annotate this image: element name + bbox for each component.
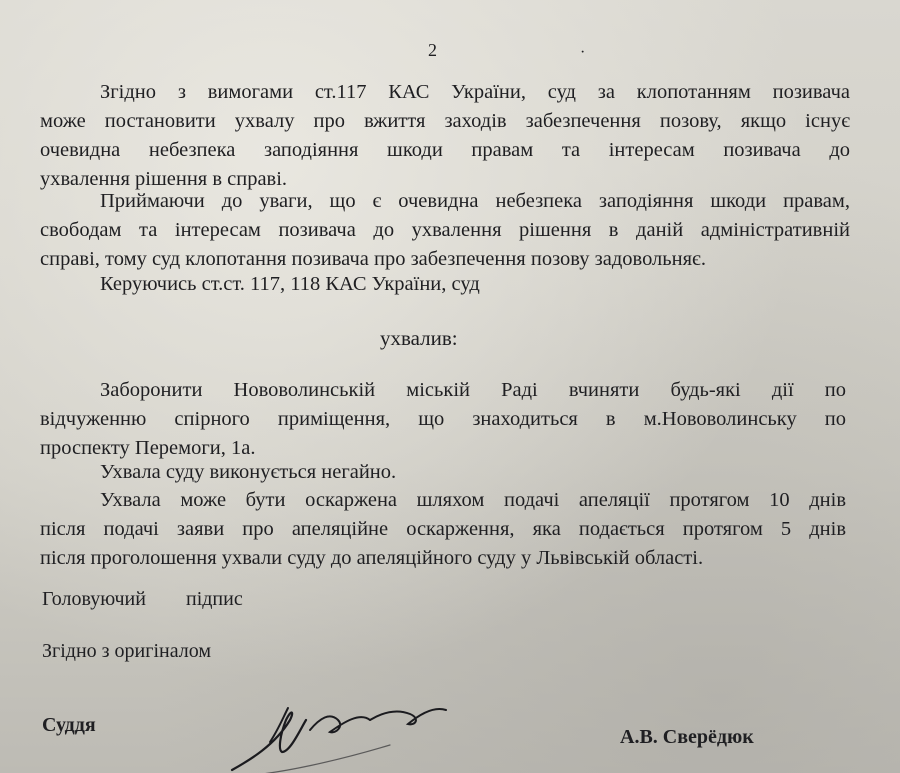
text-line: після проголошення ухвали суду до апеляційного суду у Львівській області. bbox=[40, 547, 704, 569]
text-line: очевидна небезпека заподіяння шкоди правам та інтересам позивача до bbox=[40, 139, 850, 161]
text-line: Згідно з вимогами ст.117 КАС України, суд за клопотанням позивача bbox=[100, 81, 850, 103]
text-line: свободам та інтересам позивача до ухвалення рішення в даній адміністративній bbox=[40, 219, 850, 241]
paragraph-legal-basis bbox=[40, 78, 850, 194]
page-number: 2 bbox=[428, 40, 437, 60]
paragraph-appeal bbox=[40, 486, 846, 573]
paragraph-immediate bbox=[100, 458, 500, 487]
presiding-label: Головуючий bbox=[42, 588, 146, 610]
ruling-heading: ухвалив: bbox=[380, 326, 458, 350]
text-line: Заборонити Нововолинській міській Раді вчиняти будь-які дії по bbox=[100, 379, 846, 401]
text-line: відчуженню спірного приміщення, що знаходиться в м.Нововолинську по bbox=[40, 408, 846, 430]
paragraph-considering bbox=[40, 187, 850, 274]
text-line: справі, тому суд клопотання позивача про забезпечення позову задовольняє. bbox=[40, 248, 706, 270]
text-line: після подачі заяви про апеляційне оскарження, яка подається протягом 5 днів bbox=[40, 518, 846, 540]
text-line: може постановити ухвалу про вжиття заходів забезпечення позову, якщо існує bbox=[40, 110, 850, 132]
text-line: Ухвала суду виконується негайно. bbox=[100, 461, 397, 483]
text-line: ухвалення рішення в справі. bbox=[40, 168, 288, 190]
text-line: проспекту Перемоги, 1а. bbox=[40, 437, 256, 459]
handwritten-signature bbox=[220, 690, 470, 773]
text-line: Ухвала може бути оскаржена шляхом подачі апеляції протягом 10 днів bbox=[100, 489, 846, 511]
paragraph-guided-by bbox=[100, 270, 700, 299]
paragraph-prohibition bbox=[40, 376, 846, 463]
text-line: Приймаючи до уваги, що є очевидна небезпека заподіяння шкоди правам, bbox=[100, 190, 850, 212]
stray-mark: · bbox=[580, 44, 586, 61]
signature-word: підпис bbox=[186, 588, 243, 610]
text-line: Керуючись ст.ст. 117, 118 КАС України, суд bbox=[100, 273, 480, 295]
judge-label: Суддя bbox=[42, 714, 96, 736]
judge-name: А.В. Сверёдюк bbox=[620, 726, 754, 748]
certified-copy-label: Згідно з оригіналом bbox=[42, 640, 212, 662]
